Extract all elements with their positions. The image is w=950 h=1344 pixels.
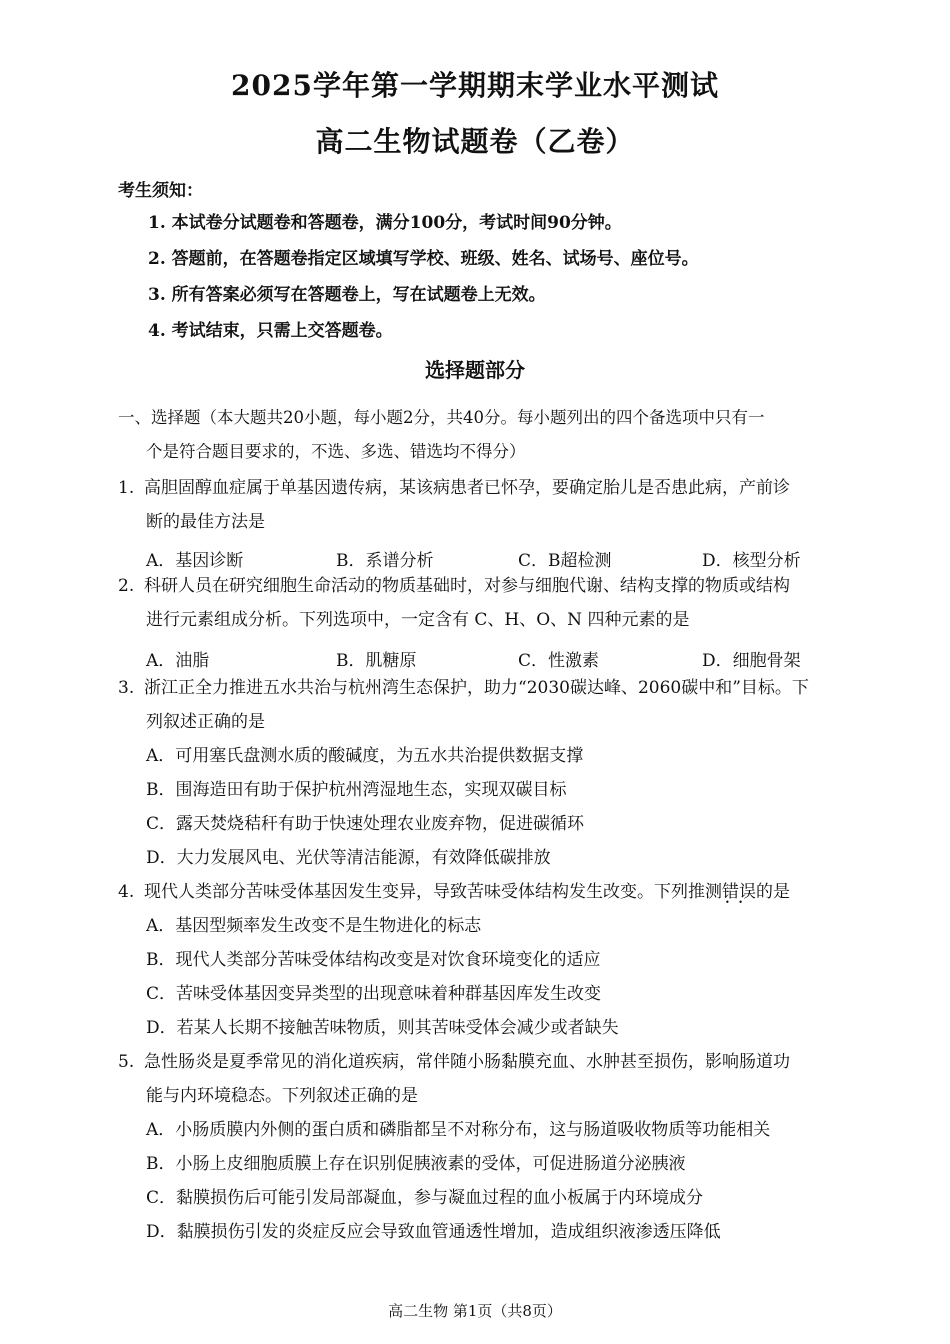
option-c: C．B超检测 — [518, 551, 612, 571]
question-text: 科研人员在研究细胞生命活动的物质基础时，对参与细胞代谢、结构支撑的物质或结构 — [144, 576, 790, 596]
question-2-stem — [118, 578, 790, 595]
option-a: A．小肠质膜内外侧的蛋白质和磷脂都呈不对称分布，这与肠道吸收物质等功能相关 — [146, 1120, 771, 1140]
question-3-stem-cont: 列叙述正确的是 — [146, 712, 265, 732]
option-c: C．苦味受体基因变异类型的出现意味着种群基因库发生改变 — [146, 984, 602, 1004]
emphasized-word: 错误 • • — [722, 882, 756, 902]
section-title: 选择题部分 — [425, 358, 525, 382]
section-intro-cont: 个是符合题目要求的，不选、多选、错选均不得分） — [146, 442, 526, 461]
question-text: 浙江正全力推进五水共治与杭州湾生态保护，助力“2030碳达峰、2060碳中和”目标。下 — [144, 678, 809, 698]
option-b: B．小肠上皮细胞质膜上存在识别促胰液素的受体，可促进肠道分泌胰液 — [146, 1154, 686, 1174]
option-a: A．可用塞氏盘测水质的酸碱度，为五水共治提供数据支撑 — [146, 746, 584, 766]
question-number: 4. — [118, 882, 135, 902]
question-number: 5. — [118, 1052, 135, 1072]
question-1-stem-cont: 断的最佳方法是 — [146, 512, 265, 532]
section-intro: 一、选择题（本大题共20小题，每小题2分，共40分。每小题列出的四个备选项中只有一 — [118, 408, 765, 427]
question-2-options — [146, 646, 846, 671]
option-a: A．油脂 — [146, 651, 210, 671]
option-d: D．细胞骨架 — [702, 651, 801, 671]
notice-heading: 考生须知： — [118, 181, 203, 201]
question-1-options — [146, 546, 846, 571]
question-number: 3. — [118, 678, 135, 698]
exam-subtitle: 高二生物试题卷（乙卷） — [315, 125, 635, 158]
option-b: B．围海造田有助于保护杭州湾湿地生态，实现双碳目标 — [146, 780, 567, 800]
option-c: C．性激素 — [518, 651, 600, 671]
question-5-stem-cont: 能与内环境稳态。下列叙述正确的是 — [146, 1086, 418, 1106]
question-2-stem-cont: 进行元素组成分析。下列选项中，一定含有 C、H、O、N 四种元素的是 — [146, 610, 690, 630]
option-a: A．基因型频率发生改变不是生物进化的标志 — [146, 916, 482, 936]
question-3-stem — [118, 680, 809, 697]
option-d: D．若某人长期不接触苦味物质，则其苦味受体会减少或者缺失 — [146, 1018, 619, 1038]
option-d: D．核型分析 — [702, 551, 801, 571]
question-text: 高胆固醇血症属于单基因遗传病，某该病患者已怀孕，要确定胎儿是否患此病，产前诊 — [144, 478, 790, 498]
option-b: B．肌糖原 — [336, 651, 417, 671]
option-d: D．黏膜损伤引发的炎症反应会导致血管通透性增加，造成组织液渗透压降低 — [146, 1222, 721, 1242]
option-c: C．黏膜损伤后可能引发局部凝血，参与凝血过程的血小板属于内环境成分 — [146, 1188, 704, 1208]
notice-item: 1. 本试卷分试题卷和答题卷，满分100分，考试时间90分钟。 — [148, 213, 622, 233]
question-number: 1. — [118, 478, 135, 498]
question-5-stem — [118, 1054, 790, 1071]
notice-item: 4. 考试结束，只需上交答题卷。 — [148, 321, 393, 341]
question-1-stem — [118, 480, 790, 497]
exam-title: 2025学年第一学期期末学业水平测试 — [231, 69, 719, 102]
option-b: B．系谱分析 — [336, 551, 434, 571]
notice-item: 2. 答题前，在答题卷指定区域填写学校、班级、姓名、试场号、座位号。 — [148, 249, 699, 269]
option-b: B．现代人类部分苦味受体结构改变是对饮食环境变化的适应 — [146, 950, 601, 970]
question-text: 急性肠炎是夏季常见的消化道疾病，常伴随小肠黏膜充血、水肿甚至损伤，影响肠道功 — [144, 1052, 790, 1072]
option-d: D．大力发展风电、光伏等清洁能源，有效降低碳排放 — [146, 848, 551, 868]
question-number: 2. — [118, 576, 135, 596]
question-4-stem — [118, 884, 790, 901]
option-c: C．露天焚烧秸秆有助于快速处理农业废弃物，促进碳循环 — [146, 814, 585, 834]
page-footer: 高二生物 第1页（共8页） — [388, 1302, 562, 1320]
question-text: 现代人类部分苦味受体基因发生变异，导致苦味受体结构发生改变。下列推测 — [144, 882, 722, 902]
notice-item: 3. 所有答案必须写在答题卷上，写在试题卷上无效。 — [148, 285, 546, 305]
question-text-end: 的是 — [756, 882, 790, 902]
option-a: A．基因诊断 — [146, 551, 244, 571]
